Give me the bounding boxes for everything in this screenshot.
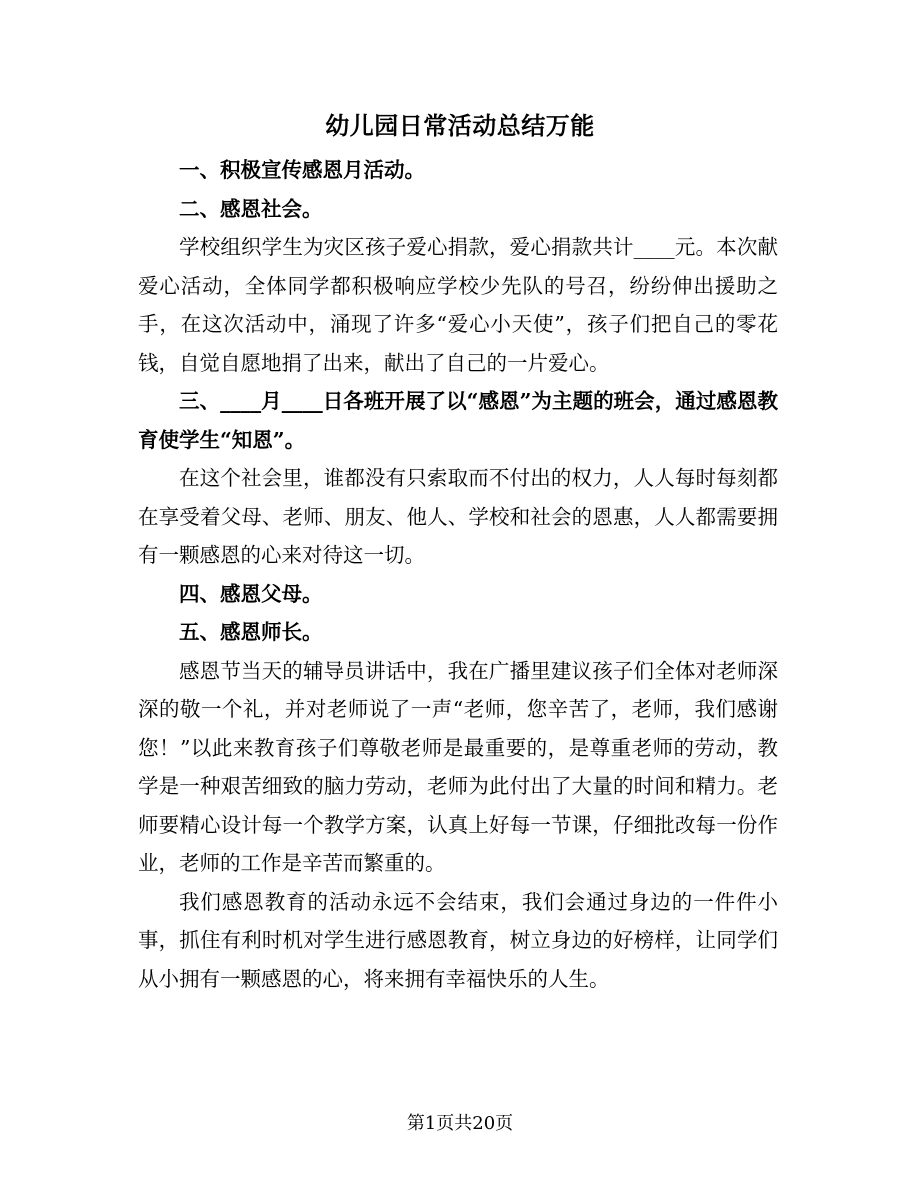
body-paragraph: 在这个社会里，谁都没有只索取而不付出的权力，人人每时每刻都在享受着父母、老师、朋友、他人、学校和社会的恩惠，人人都需要拥有一颗感恩的心来对待这一切。: [138, 466, 778, 567]
page-title: 幼儿园日常活动总结万能: [325, 111, 595, 140]
section-heading-4: 四、感恩父母。: [179, 581, 323, 606]
section-heading-1: 一、积极宣传感恩月活动。: [179, 158, 425, 182]
section-heading-3: 三、____月____日各班开展了以“感恩”为主题的班会，通过感恩教育使学生“知恩”。: [138, 389, 778, 452]
body-paragraph: 我们感恩教育的活动永远不会结束，我们会通过身边的一件件小事，抓住有利时机对学生进行感恩教育，树立身边的好榜样，让同学们从小拥有一颗感恩的心，将来拥有幸福快乐的人生。: [138, 889, 778, 991]
document-body: [138, 151, 778, 998]
page-number: 第1页共20页: [406, 1113, 514, 1134]
section-heading-5: 五、感恩师长。: [179, 620, 323, 644]
section-heading-2: 二、感恩社会。: [179, 196, 323, 221]
body-paragraph: 感恩节当天的辅导员讲话中，我在广播里建议孩子们全体对老师深深的敬一个礼，并对老师说了一声“老师，您辛苦了，老师，我们感谢您！”以此来教育孩子们尊敬老师是最重要的，是尊重老师的劳动，教学是一种艰苦细致的脑力劳动，老师为此付出了大量的时间和精力。老师要精心设计每一个教学方案，认真上好每一节课，仔细批改每一份作业，老师的工作是辛苦而繁重的。: [138, 658, 778, 875]
body-paragraph: 学校组织学生为灾区孩子爱心捐款，爱心捐款共计____元。本次献爱心活动，全体同学都积极响应学校少先队的号召，纷纷伸出援助之手，在这次活动中，涌现了许多“爱心小天使”，孩子们把自己的零花钱，自觉自愿地捐了出来，献出了自己的一片爱心。: [138, 235, 778, 375]
